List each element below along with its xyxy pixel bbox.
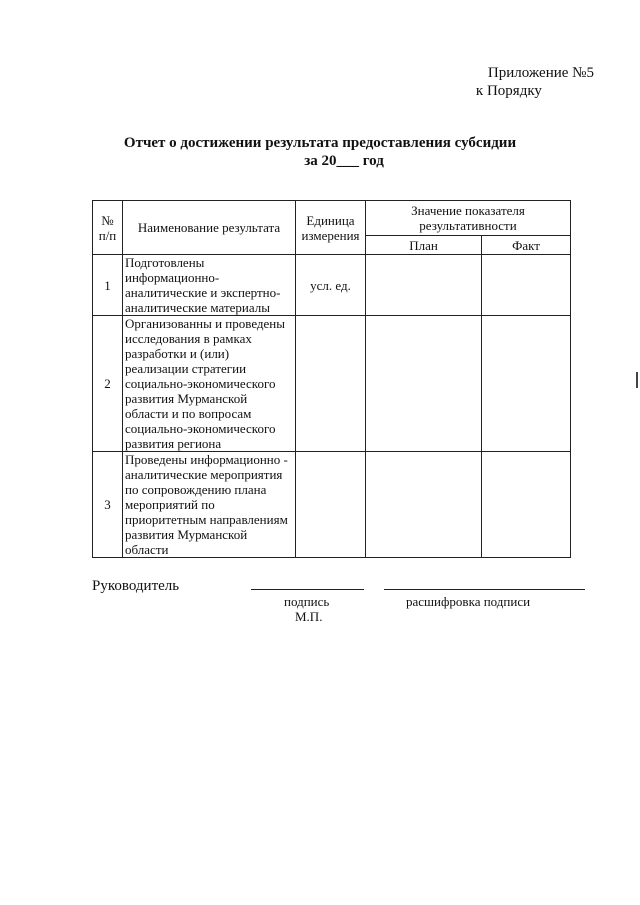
row-number: 3 bbox=[93, 452, 123, 558]
row-result-name: Проведены информационно - аналитические мероприятия по сопровождению плана мероприятий по приоритетным направлениям развития Мурманской области bbox=[123, 452, 296, 558]
signature-caption: подпись bbox=[284, 594, 330, 609]
report-title bbox=[0, 134, 640, 170]
row-fact-cell bbox=[482, 316, 571, 452]
header-indicator-value: Значение показателя результативности bbox=[366, 201, 571, 236]
signature-decode-caption: расшифровка подписи bbox=[406, 594, 531, 609]
report-title-year: за 20___ год bbox=[304, 153, 384, 169]
appendix-reference: к Порядку bbox=[475, 83, 542, 99]
scan-artifact bbox=[636, 372, 638, 388]
head-label: Руководитель bbox=[92, 578, 180, 594]
row-plan-cell bbox=[366, 255, 482, 316]
row-unit bbox=[296, 452, 366, 558]
header-number: № п/п bbox=[93, 201, 123, 255]
row-fact-cell bbox=[482, 452, 571, 558]
appendix-number: Приложение №5 bbox=[487, 65, 594, 81]
report-title-main: Отчет о достижении результата предоставления субсидии bbox=[123, 135, 517, 151]
results-table bbox=[92, 200, 571, 558]
row-result-name: Подготовлены информационно-аналитические и экспертно-аналитические материалы bbox=[123, 255, 296, 316]
row-fact-cell bbox=[482, 255, 571, 316]
row-number: 2 bbox=[93, 316, 123, 452]
row-unit: усл. ед. bbox=[296, 255, 366, 316]
header-unit: Единица измерения bbox=[296, 201, 366, 255]
table-row bbox=[93, 316, 571, 452]
table-header-row bbox=[93, 201, 571, 236]
header-fact: Факт bbox=[482, 236, 571, 255]
header-result-name: Наименование результата bbox=[123, 201, 296, 255]
row-unit bbox=[296, 316, 366, 452]
header-plan: План bbox=[366, 236, 482, 255]
signature-line bbox=[251, 589, 364, 590]
row-number: 1 bbox=[93, 255, 123, 316]
signature-decode-line bbox=[384, 589, 585, 590]
stamp-place-label: М.П. bbox=[295, 609, 323, 624]
table-row bbox=[93, 452, 571, 558]
row-plan-cell bbox=[366, 452, 482, 558]
row-result-name: Организованны и проведены исследования в рамках разработки и (или) реализации стратегии социально-экономического развития Мурманской области и по вопросам социально-экономического развития региона bbox=[123, 316, 296, 452]
table-row bbox=[93, 255, 571, 316]
row-plan-cell bbox=[366, 316, 482, 452]
appendix-note bbox=[475, 64, 594, 100]
